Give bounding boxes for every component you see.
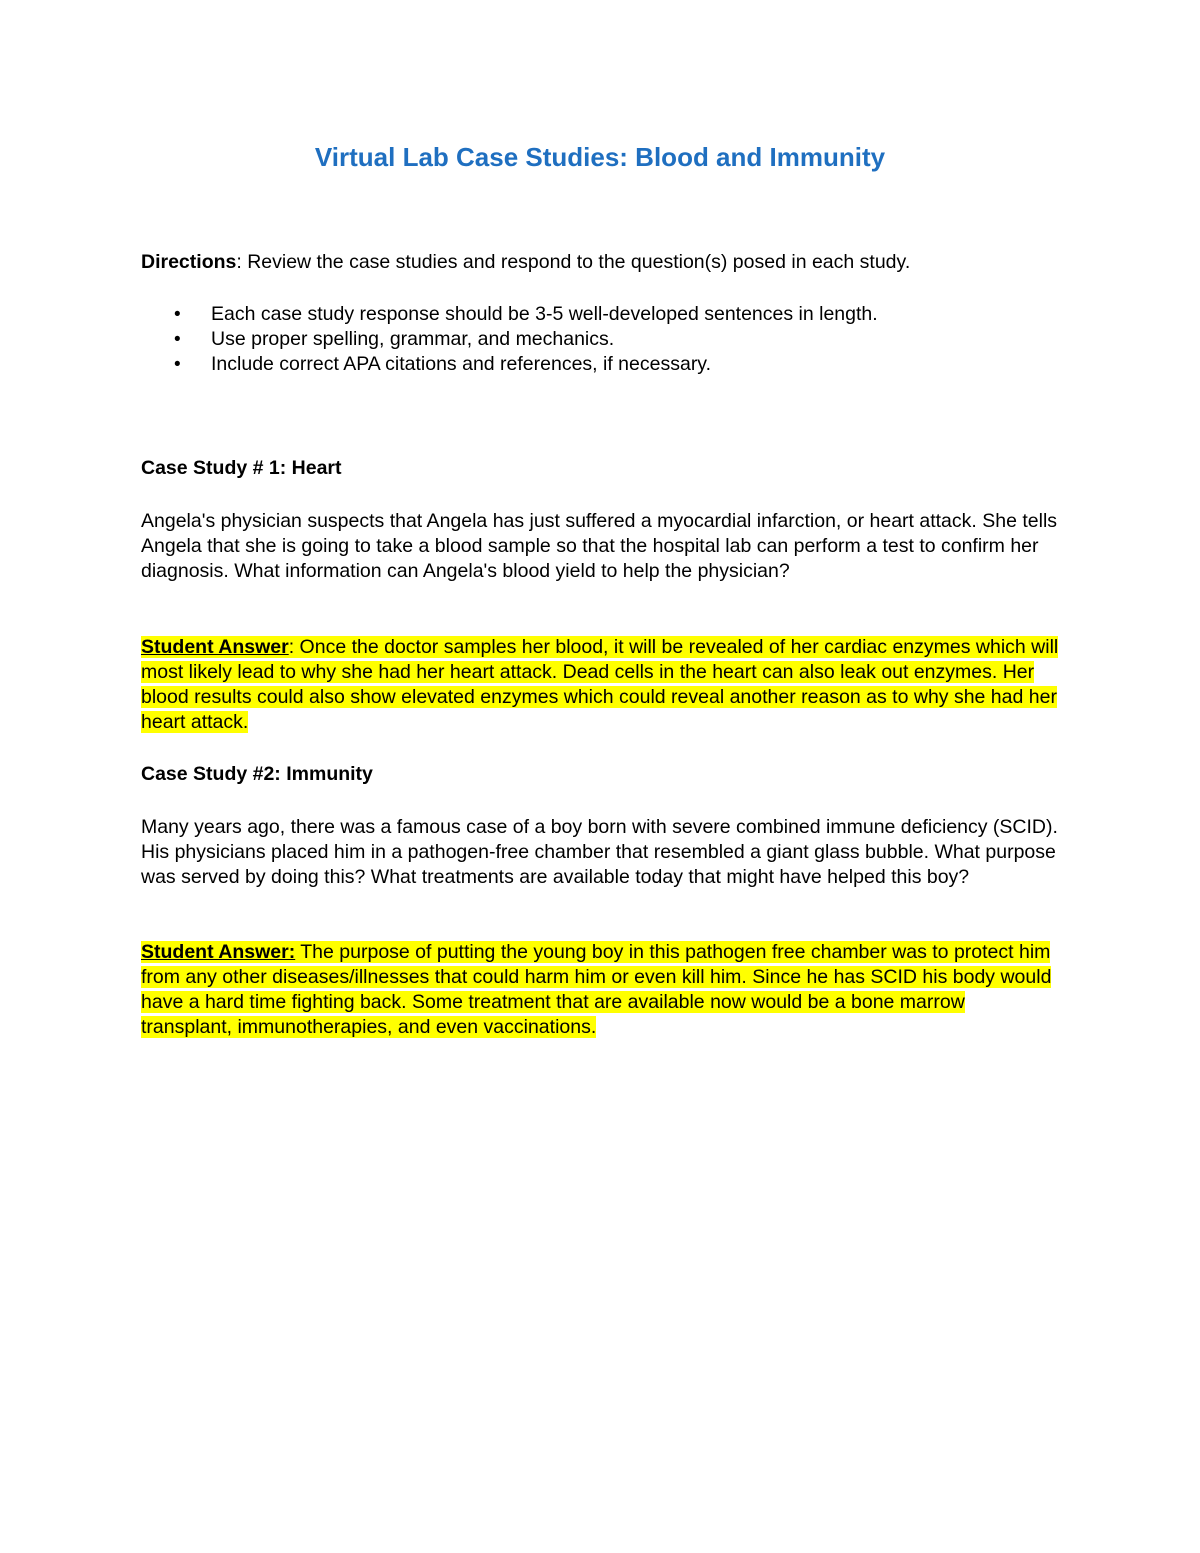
case-study-2-heading: Case Study #2: Immunity (141, 763, 373, 785)
case-study-2-answer (141, 940, 1061, 1040)
list-item (141, 327, 1061, 352)
directions-label: Directions (141, 251, 237, 273)
student-answer-label: Student Answer: (141, 941, 296, 963)
directions-paragraph (141, 250, 1061, 275)
bullet-icon: • (174, 329, 181, 350)
case-study-1-question: Angela's physician suspects that Angela has just suffered a myocardial infarction, or heart attack. She tells Angela that she is going to take a blood sample so that the hospital lab can perform a test to confirm her diagnosis. What information can Angela's blood yield to help the physician? (141, 510, 1058, 582)
bullet-icon: • (174, 354, 181, 375)
directions-list (141, 302, 1061, 377)
student-answer-text: : Once the doctor samples her blood, it will be revealed of her cardiac enzymes which will most likely lead to why she had her heart attack. Dead cells in the heart can also leak out enzymes. Her blood results could also show elevated enzymes which could reveal another reason as to why she had her heart attack. (141, 636, 1059, 733)
case-study-2-question: Many years ago, there was a famous case of a boy born with severe combined immune deficiency (SCID). His physicians placed him in a pathogen-free chamber that resembled a giant glass bubble. What purpose was served by doing this? What treatments are available today that might have helped this boy? (141, 816, 1058, 888)
student-answer-text: The purpose of putting the young boy in this pathogen free chamber was to protect him from any other diseases/illnesses that could harm him or even kill him. Since he has SCID his body would have a hard time fighting back. Some treatment that are available now would be a bone marrow transplant, immunotherapies, and even vaccinations. (141, 941, 1052, 1038)
case-study-1-answer (141, 635, 1061, 735)
student-answer-label: Student Answer (141, 636, 289, 658)
list-item-text: Use proper spelling, grammar, and mechanics. (211, 328, 615, 350)
bullet-icon: • (174, 304, 181, 325)
case-study-1-heading: Case Study # 1: Heart (141, 457, 342, 479)
list-item-text: Each case study response should be 3-5 well-developed sentences in length. (211, 303, 878, 325)
list-item (141, 352, 1061, 377)
directions-text: : Review the case studies and respond to the question(s) posed in each study. (236, 251, 911, 273)
document-title: Virtual Lab Case Studies: Blood and Immunity (314, 142, 886, 172)
list-item-text: Include correct APA citations and references, if necessary. (211, 353, 712, 375)
list-item (141, 302, 1061, 327)
